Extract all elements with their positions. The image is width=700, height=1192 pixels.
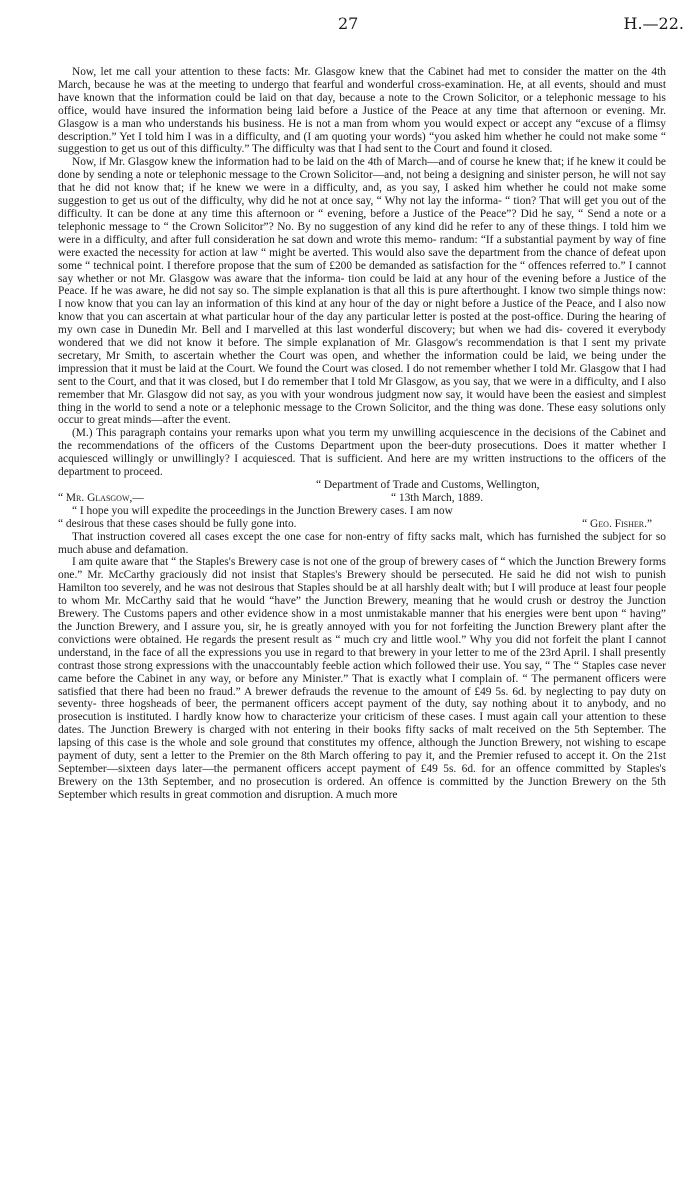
paragraph-m: (M.) This paragraph contains your remarks upon what you term my unwilling acquiescence in the decisions of the Cabinet and the recommendations of the officers of the Customs Department upon the beer-duty prosecutions. Does it matter whether I acquiesced willingly or unwillingly? I acquiesced. That is sufficient. And here are my written instructions to the officers of the department to proceed. <box>58 427 666 479</box>
page-number: 27 <box>338 14 359 33</box>
page-header <box>0 14 700 38</box>
paragraph-facts: Now, let me call your attention to these facts: Mr. Glasgow knew that the Cabinet had met to consider the matter on the 4th March, because he was at the meeting to undergo that fearful and wonderful cross-examination. He, at all events, should and must have known that the information could be laid on that day, because a note to the Crown Solicitor, or a telephonic message to his office, would have insured the information being laid before a Justice of the Peace at any time that afternoon or evening. Mr. Glasgow is a man who understands his business. He is not a man from whom you would expect or accept any “excuse of a flimsy description.” Yet I told him I was in a difficulty, and (I am quoting your words) “you asked him whether he could not make some “ suggestion to get us out of this difficulty.” The difficulty was that I had sent to the Court and found it closed. <box>58 66 666 156</box>
letter-signature: “ Geo. Fisher.” <box>582 517 652 530</box>
letter-addressee: “ Mr. Glasgow,— <box>58 491 144 504</box>
letter-body-continued: “ desirous that these cases should be fully gone into. <box>58 517 297 530</box>
letter-address: “ Department of Trade and Customs, Wellington, <box>316 479 540 491</box>
quoted-letter <box>58 479 666 531</box>
paragraph-staples: I am quite aware that “ the Staples's Brewery case is not one of the group of brewery cases of “ which the Junction Brewery forms one.” Mr. McCarthy graciously did not insist that Staples's Brewery should be persecuted. He said he did not wish to punish Hamilton too severely, and he was not desirous that Staples should be at all harshly dealt with; but I will produce at least four people to whom Mr. McCarthy said that he would “have” the Junction Brewery, meaning that he would crush or destroy the Junction Brewery. The Customs papers and other evidence show in a most unmistakable manner that his energies were bent upon “ having” the Junction Brewery, and I assure you, sir, he is greatly annoyed with you for not forfeiting the Junction Brewery plant after the convictions were obtained. He regards the present result as “ much cry and little wool.” Why you did not forfeit the plant I cannot understand, in the face of all the expressions you use in regard to that brewery in your letter to me of the 23rd April. I shall presently contrast those strong expressions with the unaccountably feeble action which followed their use. You say, “ The “ Staples case never came before the Cabinet in any way, or before any Minister.” That is exactly what I complain of. “ The permanent officers were satisfied that there had been no fraud.” A brewer defrauds the revenue to the amount of £49 5s. 6d. by neglecting to pay duty on seventy- three hogsheads of beer, the permanent officers accept payment of the duty, say nothing about it to anybody, and no prosecution is instituted. I hardly know how to characterize your criticism of these cases. I must again call your attention to these dates. The Junction Brewery is charged with not entering in their books fifty sacks of malt received on the 5th September. The lapsing of this case is the whole and sole ground that constitutes my offence, although the Junction Brewery, not wishing to escape payment of duty, sent a letter to the Premier on the 8th March offering to pay it, and the Premier refused to accept it. On the 21st September—sixteen days later—the permanent officers accept payment of £49 5s. 6d. for an offence committed by Staples's Brewery on the 13th September, and no prosecution is ordered. An offence is committed by the Junction Brewery on the 5th September which results in great commotion and disruption. A much more <box>58 556 666 801</box>
document-reference: H.—22. <box>623 14 684 33</box>
letter-body: “ I hope you will expedite the proceedings in the Junction Brewery cases. I am now <box>72 504 453 517</box>
letter-dateline <box>58 492 666 505</box>
document-body <box>58 66 666 802</box>
paragraph-instruction: That instruction covered all cases except the one case for non-entry of fifty sacks malt, which has furnished the subject for so much abuse and defamation. <box>58 530 666 556</box>
letter-closing <box>58 518 666 531</box>
letter-date: “ 13th March, 1889. <box>391 491 484 504</box>
paragraph-information: Now, if Mr. Glasgow knew the information had to be laid on the 4th of March—and of course he knew that; if he knew it could be done by sending a note or telephonic message to the Crown Solicitor—and, not being a designing and sinister person, he will not say that he did not know that; if he knew we were in a difficulty, and, as you say, I asked him whether he could not make some suggestion to get us out of the difficulty, why did he not at once say, “ Why not lay the informa- “ tion? That will get you out of the difficulty. It can be done at any time this afternoon or “ evening, before a Justice of the Peace”? Did he say, “ Send a note or a telephonic message to “ the Crown Solicitor”? No. By no suggestion of any kind did he refer to any of these things. I told him we were in a difficulty, and after full consideration he sat down and wrote this memo- randum: “If a substantial payment by way of fine were exacted the necessity for action at law “ might be averted. This would also save the department from the chance of defeat upon some “ technical point. I therefore propose that the sum of £200 be demanded as satisfaction for the “ offences referred to.” I cannot say whether or not Mr. Glasgow was aware that the informa- tion could be laid at any hour of the evening before a Justice of the Peace. If he was aware, he did not say so. The simple explanation is that all this is pure afterthought. I know two simple things now: I now know that you can lay an information of this kind at any hour of the day or night before a Justice of the Peace, and I also now know that you can ascertain at what particular hour of the day any particular letter is posted at the post-office. During the hearing of my own case in Dunedin Mr. Bell and I marvelled at this last wonderful discovery; but when we had dis- covered it everybody wondered that we did not know it before. The simple explanation of Mr. Glasgow's recommendation is that I sent my private secretary, Mr Smith, to ascertain whether the Court was open, and whether the information could be laid, we being under the impression that it must be laid at the Court. We found the Court was closed. I do not remember whether I told Mr. Glasgow that I had sent to the Court, and that it was closed, but I do remember that I told Mr Glasgow, as you say, that we were in a difficulty, and I also remember that Mr. Glasgow did not say, as you with your wondrous judgment now say, it would have been the easiest and simplest thing in the world to send a note or a telephonic message to the Crown Solicitor, and the thing was done. These easy solutions only occur to great minds—after the event. <box>58 156 666 427</box>
